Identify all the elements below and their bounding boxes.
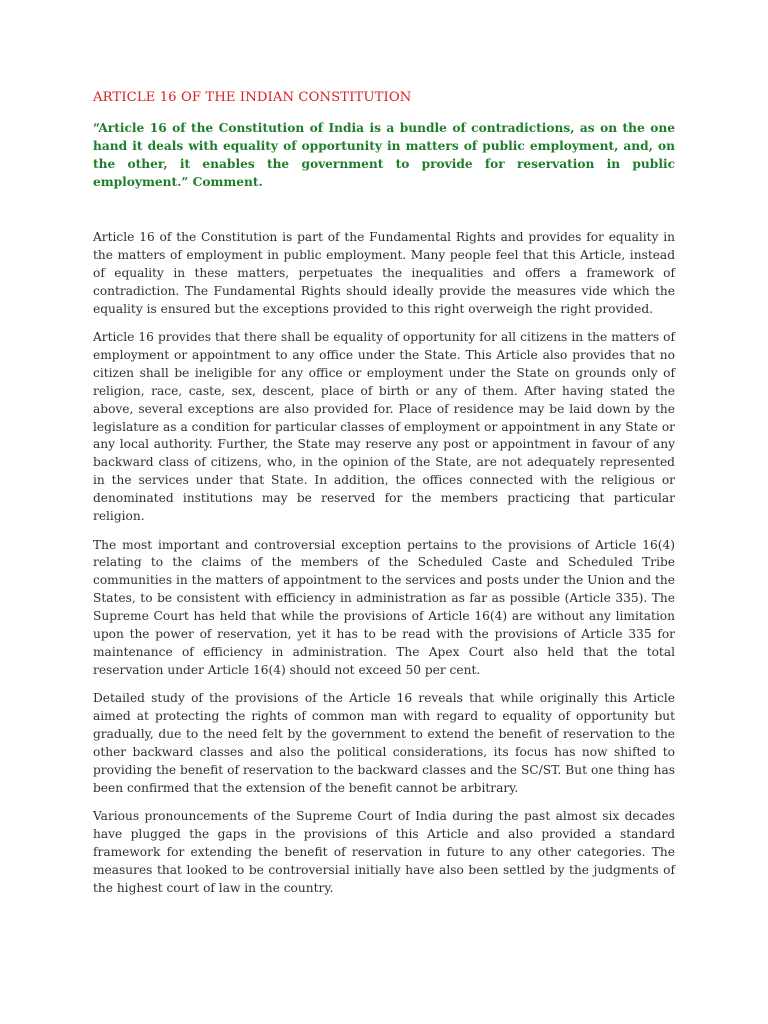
paragraph-5: Various pronouncements of the Supreme Court of India during the past almost six decades have plugged the gaps in the provisions of this Article and also provided a standard framework for extending the benefit of reservation in future to any other categories. The measures that looked to be controversial initially have also been settled by the judgments of the highest court of law in the country. <box>93 809 675 895</box>
essay-question-text: “Article 16 of the Constitution of India is a bundle of contradictions, as on the one hand it deals with equality of opportunity in matters of public employment, and, on the other, it enables the government to provide for reservation in public employment.” <box>93 121 675 189</box>
paragraph-3: The most important and controversial exception pertains to the provisions of Article 16(4) relating to the claims of the members of the Scheduled Caste and Scheduled Tribe communities in the matters of appointment to the services and posts under the Union and the States, to be consistent with efficiency in administration as far as possible (Article 335). The Supreme Court has held that while the provisions of Article 16(4) are without any limitation upon the power of reservation, yet it has to be read with the provisions of Article 335 for maintenance of efficiency in administration. The Apex Court also held that the total reservation under Article 16(4) should not exceed 50 per cent. <box>93 537 675 677</box>
paragraph-1: Article 16 of the Constitution is part of the Fundamental Rights and provides for equality in the matters of employment in public employment. Many people feel that this Article, instead of equality in these matters, perpetuates the inequalities and offers a framework of contradiction. The Fundamental Rights should ideally provide the measures vide which the equality is ensured but the exceptions provided to this right overweigh the right provided. <box>93 230 675 316</box>
document-page <box>93 89 675 908</box>
paragraph-4: Detailed study of the provisions of the Article 16 reveals that while originally this Article aimed at protecting the rights of common man with regard to equality of opportunity but gradually, due to the need felt by the government to extend the benefit of reservation to the other backward classes and also the political considerations, its focus has now shifted to providing the benefit of reservation to the backward classes and the SC/ST. But one thing has been confirmed that the extension of the benefit cannot be arbitrary. <box>93 691 675 795</box>
paragraph-2: Article 16 provides that there shall be equality of opportunity for all citizens in the matters of employment or appointment to any office under the State. This Article also provides that no citizen shall be ineligible for any office or employment under the State on grounds only of religion, race, caste, sex, descent, place of birth or any of them. After having stated the above, several exceptions are also provided for. Place of residence may be laid down by the legislature as a condition for particular classes of employment or appointment in any State or any local authority. Further, the State may reserve any post or appointment in favour of any backward class of citizens, who, in the opinion of the State, are not adequately represented in the services under that State. In addition, the offices connected with the religious or denominated institutions may be reserved for the members practicing that particular religion. <box>93 330 675 524</box>
essay-question <box>93 119 675 191</box>
document-title: ARTICLE 16 OF THE INDIAN CONSTITUTION <box>93 90 412 105</box>
essay-question-tail: Comment. <box>188 175 263 189</box>
